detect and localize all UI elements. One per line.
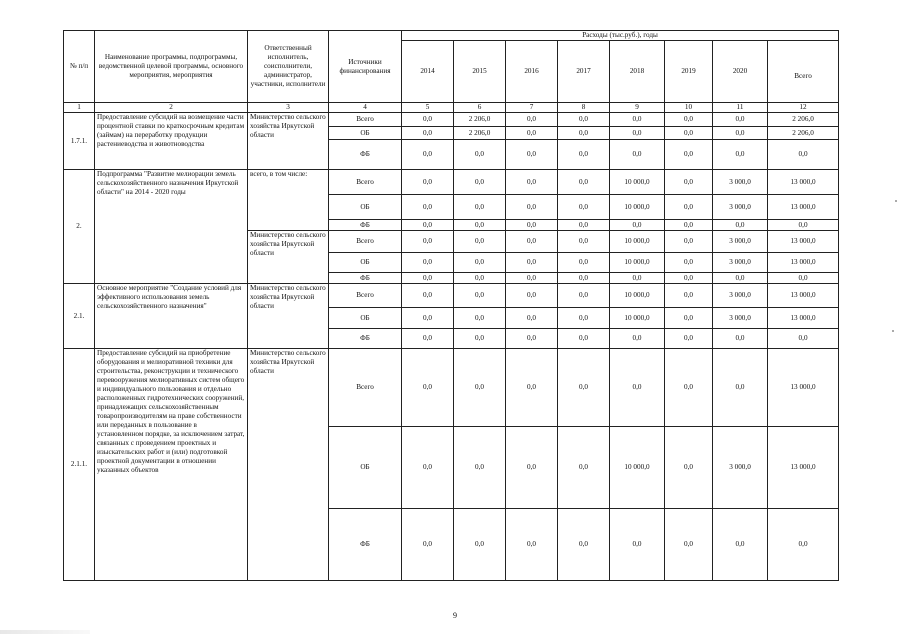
value-cell: 0,0: [454, 427, 506, 509]
value-cell: 10 000,0: [610, 195, 665, 220]
value-cell: 0,0: [402, 427, 454, 509]
value-cell: 0,0: [665, 349, 713, 427]
total-value-cell: 13 000,0: [768, 284, 839, 308]
col-number: 2: [95, 103, 248, 113]
value-cell: 0,0: [402, 329, 454, 349]
row-number: 2.1.1.: [64, 349, 95, 581]
value-cell: 0,0: [454, 195, 506, 220]
value-cell: 0,0: [454, 284, 506, 308]
value-cell: 0,0: [506, 170, 558, 195]
col-number: 7: [506, 103, 558, 113]
col-header-year: 2019: [665, 41, 713, 103]
table-row: [64, 113, 839, 127]
item-name: Предоставление субсидий на приобретение оборудования и мелиоративной техники для строительства, реконструкции и технического перевооружения мелиоративных систем общего и индивидуального пользования и отдельно расположенных гидротехнических сооружений, принадлежащих сельскохозяйственным товаропроизводителям на праве собственности или переданных в пользование в установленном порядке, за исключением затрат, связанных с проведением проектных и изыскательских работ и (или) подготовкой проектной документации в отношении указанных объектов: [95, 349, 248, 581]
scan-artifact: [892, 330, 894, 332]
value-cell: 0,0: [402, 231, 454, 253]
value-cell: 0,0: [610, 273, 665, 284]
col-header-year: 2015: [454, 41, 506, 103]
value-cell: 0,0: [402, 140, 454, 170]
col-header-year: 2016: [506, 41, 558, 103]
value-cell: 0,0: [610, 349, 665, 427]
col-number: 1: [64, 103, 95, 113]
row-number: 2.: [64, 170, 95, 284]
value-cell: 0,0: [665, 220, 713, 231]
value-cell: 0,0: [454, 220, 506, 231]
value-cell: 0,0: [506, 253, 558, 273]
value-cell: 3 000,0: [713, 253, 768, 273]
value-cell: 10 000,0: [610, 253, 665, 273]
value-cell: 0,0: [402, 170, 454, 195]
funding-source: Всего: [329, 349, 402, 427]
value-cell: 0,0: [402, 308, 454, 329]
value-cell: 0,0: [558, 231, 610, 253]
value-cell: 0,0: [713, 127, 768, 140]
col-header-total: Всего: [768, 41, 839, 103]
page-number: 9: [453, 611, 457, 620]
funding-source: ФБ: [329, 329, 402, 349]
table-row: [64, 284, 839, 308]
value-cell: 0,0: [558, 427, 610, 509]
col-number: 8: [558, 103, 610, 113]
col-header-year: 2017: [558, 41, 610, 103]
executor: всего, в том числе:: [248, 170, 329, 231]
value-cell: 0,0: [610, 127, 665, 140]
col-header-executor: Ответственный исполнитель, соисполнители, администратор, участники, исполнители: [248, 31, 329, 103]
value-cell: 0,0: [558, 220, 610, 231]
value-cell: 0,0: [610, 140, 665, 170]
value-cell: 0,0: [665, 140, 713, 170]
total-value-cell: 13 000,0: [768, 195, 839, 220]
budget-table: [63, 30, 839, 581]
total-value-cell: 13 000,0: [768, 349, 839, 427]
col-number: 4: [329, 103, 402, 113]
value-cell: 0,0: [665, 195, 713, 220]
value-cell: 0,0: [665, 308, 713, 329]
value-cell: 3 000,0: [713, 284, 768, 308]
value-cell: 2 206,0: [454, 113, 506, 127]
funding-source: Всего: [329, 113, 402, 127]
value-cell: 0,0: [506, 284, 558, 308]
executor: Министерство сельского хозяйства Иркутской области: [248, 284, 329, 349]
funding-source: ОБ: [329, 427, 402, 509]
total-value-cell: 0,0: [768, 329, 839, 349]
value-cell: 0,0: [454, 349, 506, 427]
value-cell: 0,0: [506, 231, 558, 253]
value-cell: 0,0: [506, 308, 558, 329]
col-number: 11: [713, 103, 768, 113]
value-cell: 0,0: [506, 140, 558, 170]
col-number: 12: [768, 103, 839, 113]
col-header-year: 2014: [402, 41, 454, 103]
value-cell: 0,0: [402, 349, 454, 427]
value-cell: 0,0: [454, 308, 506, 329]
funding-source: Всего: [329, 231, 402, 253]
total-value-cell: 13 000,0: [768, 231, 839, 253]
value-cell: 0,0: [454, 273, 506, 284]
value-cell: 0,0: [558, 349, 610, 427]
executor: Министерство сельского хозяйства Иркутской области: [248, 349, 329, 581]
value-cell: 0,0: [402, 509, 454, 581]
row-number: 2.1.: [64, 284, 95, 349]
value-cell: 0,0: [665, 329, 713, 349]
col-header-year: 2020: [713, 41, 768, 103]
total-value-cell: 2 206,0: [768, 113, 839, 127]
funding-source: ОБ: [329, 253, 402, 273]
col-header-year: 2018: [610, 41, 665, 103]
value-cell: 3 000,0: [713, 231, 768, 253]
col-number: 5: [402, 103, 454, 113]
executor: Министерство сельского хозяйства Иркутской области: [248, 231, 329, 284]
value-cell: 0,0: [665, 509, 713, 581]
value-cell: 0,0: [610, 113, 665, 127]
value-cell: 0,0: [402, 113, 454, 127]
value-cell: 0,0: [506, 113, 558, 127]
funding-source: ФБ: [329, 220, 402, 231]
value-cell: 0,0: [506, 220, 558, 231]
value-cell: 0,0: [713, 220, 768, 231]
total-value-cell: 0,0: [768, 273, 839, 284]
col-header-name: Наименование программы, подпрограммы, ведомственной целевой программы, основного мероприятия, мероприятия: [95, 31, 248, 103]
total-value-cell: 13 000,0: [768, 308, 839, 329]
value-cell: 0,0: [506, 273, 558, 284]
value-cell: 0,0: [665, 113, 713, 127]
value-cell: 0,0: [402, 273, 454, 284]
value-cell: 3 000,0: [713, 170, 768, 195]
value-cell: 0,0: [558, 273, 610, 284]
scan-artifact: [895, 200, 897, 202]
table-body: [64, 113, 839, 581]
value-cell: 0,0: [402, 253, 454, 273]
col-header-expenses: Расходы (тыс.руб.), годы: [402, 31, 839, 41]
funding-source: ОБ: [329, 195, 402, 220]
value-cell: 0,0: [506, 127, 558, 140]
item-name: Подпрограмма "Развитие мелиорации земель сельскохозяйственного назначения Иркутской области" на 2014 - 2020 годы: [95, 170, 248, 284]
total-value-cell: 13 000,0: [768, 253, 839, 273]
col-header-num: № п/п: [64, 31, 95, 103]
value-cell: 0,0: [665, 284, 713, 308]
total-value-cell: 0,0: [768, 140, 839, 170]
total-value-cell: 0,0: [768, 509, 839, 581]
value-cell: 2 206,0: [454, 127, 506, 140]
value-cell: 0,0: [454, 329, 506, 349]
value-cell: 0,0: [713, 140, 768, 170]
total-value-cell: 13 000,0: [768, 170, 839, 195]
value-cell: 0,0: [506, 349, 558, 427]
value-cell: 0,0: [506, 427, 558, 509]
total-value-cell: 13 000,0: [768, 427, 839, 509]
value-cell: 0,0: [454, 509, 506, 581]
value-cell: 0,0: [713, 329, 768, 349]
col-number: 3: [248, 103, 329, 113]
funding-source: ОБ: [329, 308, 402, 329]
value-cell: 0,0: [665, 253, 713, 273]
funding-source: ФБ: [329, 509, 402, 581]
value-cell: 0,0: [713, 509, 768, 581]
col-number: 10: [665, 103, 713, 113]
value-cell: 0,0: [665, 231, 713, 253]
col-number: 6: [454, 103, 506, 113]
value-cell: 10 000,0: [610, 308, 665, 329]
value-cell: 0,0: [454, 140, 506, 170]
total-value-cell: 0,0: [768, 220, 839, 231]
value-cell: 0,0: [558, 170, 610, 195]
value-cell: 0,0: [506, 509, 558, 581]
value-cell: 0,0: [402, 220, 454, 231]
funding-source: ОБ: [329, 127, 402, 140]
row-number: 1.7.1.: [64, 113, 95, 170]
value-cell: 0,0: [558, 509, 610, 581]
value-cell: 0,0: [610, 220, 665, 231]
funding-source: Всего: [329, 170, 402, 195]
value-cell: 0,0: [558, 140, 610, 170]
total-value-cell: 2 206,0: [768, 127, 839, 140]
value-cell: 0,0: [665, 127, 713, 140]
value-cell: 0,0: [713, 349, 768, 427]
table-row: [64, 349, 839, 427]
value-cell: 0,0: [558, 127, 610, 140]
executor: Министерство сельского хозяйства Иркутской области: [248, 113, 329, 170]
value-cell: 3 000,0: [713, 308, 768, 329]
value-cell: 0,0: [402, 284, 454, 308]
table-header: [64, 31, 839, 113]
funding-source: ФБ: [329, 140, 402, 170]
value-cell: 0,0: [610, 329, 665, 349]
value-cell: 0,0: [454, 231, 506, 253]
value-cell: 0,0: [558, 113, 610, 127]
value-cell: 0,0: [610, 509, 665, 581]
value-cell: 0,0: [402, 195, 454, 220]
funding-source: Всего: [329, 284, 402, 308]
value-cell: 0,0: [665, 170, 713, 195]
value-cell: 0,0: [506, 329, 558, 349]
funding-source: ФБ: [329, 273, 402, 284]
value-cell: 0,0: [558, 253, 610, 273]
value-cell: 0,0: [454, 253, 506, 273]
value-cell: 10 000,0: [610, 427, 665, 509]
item-name: Предоставление субсидий на возмещение части процентной ставки по краткосрочным кредитам (займам) на переработку продукции растениеводства и животноводства: [95, 113, 248, 170]
value-cell: 0,0: [506, 195, 558, 220]
value-cell: 10 000,0: [610, 284, 665, 308]
value-cell: 3 000,0: [713, 195, 768, 220]
column-number-row: [64, 103, 839, 113]
value-cell: 0,0: [558, 308, 610, 329]
value-cell: 0,0: [713, 273, 768, 284]
col-header-source: Источники финансирования: [329, 31, 402, 103]
value-cell: 0,0: [558, 284, 610, 308]
value-cell: 3 000,0: [713, 427, 768, 509]
item-name: Основное мероприятие "Создание условий для эффективного использования земель сельскохозяйственного назначения": [95, 284, 248, 349]
value-cell: 0,0: [665, 427, 713, 509]
value-cell: 0,0: [713, 113, 768, 127]
value-cell: 0,0: [558, 195, 610, 220]
value-cell: 0,0: [558, 329, 610, 349]
col-number: 9: [610, 103, 665, 113]
value-cell: 0,0: [402, 127, 454, 140]
table-row: [64, 170, 839, 195]
value-cell: 10 000,0: [610, 170, 665, 195]
scan-artifact: [0, 630, 90, 634]
value-cell: 0,0: [665, 273, 713, 284]
value-cell: 0,0: [454, 170, 506, 195]
value-cell: 10 000,0: [610, 231, 665, 253]
